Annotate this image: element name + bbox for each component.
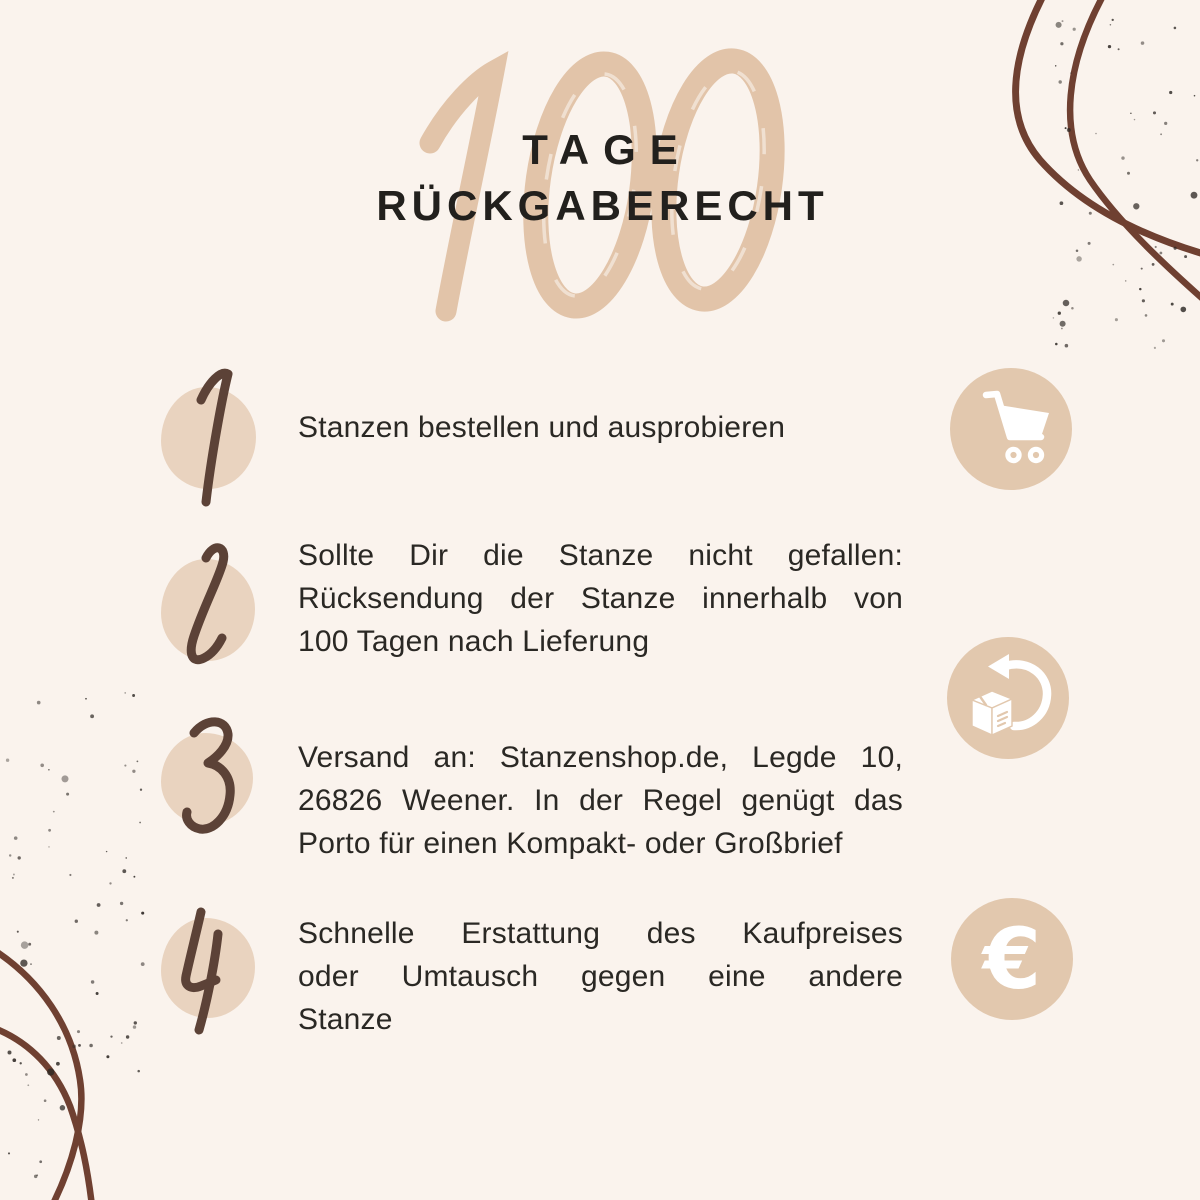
handwritten-number-2 bbox=[150, 522, 270, 698]
step-text-line: Schnelle Erstattung des Kaufpreises bbox=[298, 917, 903, 950]
step-text bbox=[298, 912, 903, 1041]
package-return-glyph bbox=[958, 648, 1058, 748]
handwritten-number-4 bbox=[146, 880, 266, 1056]
handwritten-number-3 bbox=[151, 691, 271, 867]
ink-specks-bottom-left bbox=[6, 692, 145, 1178]
euro-icon bbox=[951, 898, 1073, 1020]
bottom-left-curve-1 bbox=[0, 950, 81, 1200]
step-text-line: Rücksendung der Stanze innerhalb von bbox=[298, 582, 903, 615]
step-text bbox=[298, 534, 903, 663]
title-line-1: TAGE bbox=[522, 126, 692, 173]
step-text-line: Versand an: Stanzenshop.de, Legde 10, bbox=[298, 741, 903, 774]
bottom-left-curve-2 bbox=[0, 1028, 92, 1200]
step-text-line: oder Umtausch gegen eine andere bbox=[298, 960, 903, 993]
euro-glyph: € bbox=[982, 910, 1042, 1008]
step-text-line: Porto für einen Kompakt- oder Großbrief bbox=[298, 827, 843, 860]
handwritten-number-1 bbox=[161, 350, 281, 526]
title-line-2: RÜCKGABERECHT bbox=[376, 182, 829, 229]
step-text-line: Stanze bbox=[298, 1003, 393, 1036]
step-text bbox=[298, 736, 903, 865]
step-text-line: Sollte Dir die Stanze nicht gefallen: bbox=[298, 539, 903, 572]
package-return-icon bbox=[947, 637, 1069, 759]
shopping-cart-glyph bbox=[961, 379, 1061, 479]
step-text-line: 100 Tagen nach Lieferung bbox=[298, 625, 650, 658]
step-text-line: 26826 Weener. In der Regel genügt das bbox=[298, 784, 903, 817]
shopping-cart-icon bbox=[950, 368, 1072, 490]
step-text-line: Stanzen bestellen und ausprobieren bbox=[298, 411, 786, 444]
step-text bbox=[298, 406, 903, 449]
